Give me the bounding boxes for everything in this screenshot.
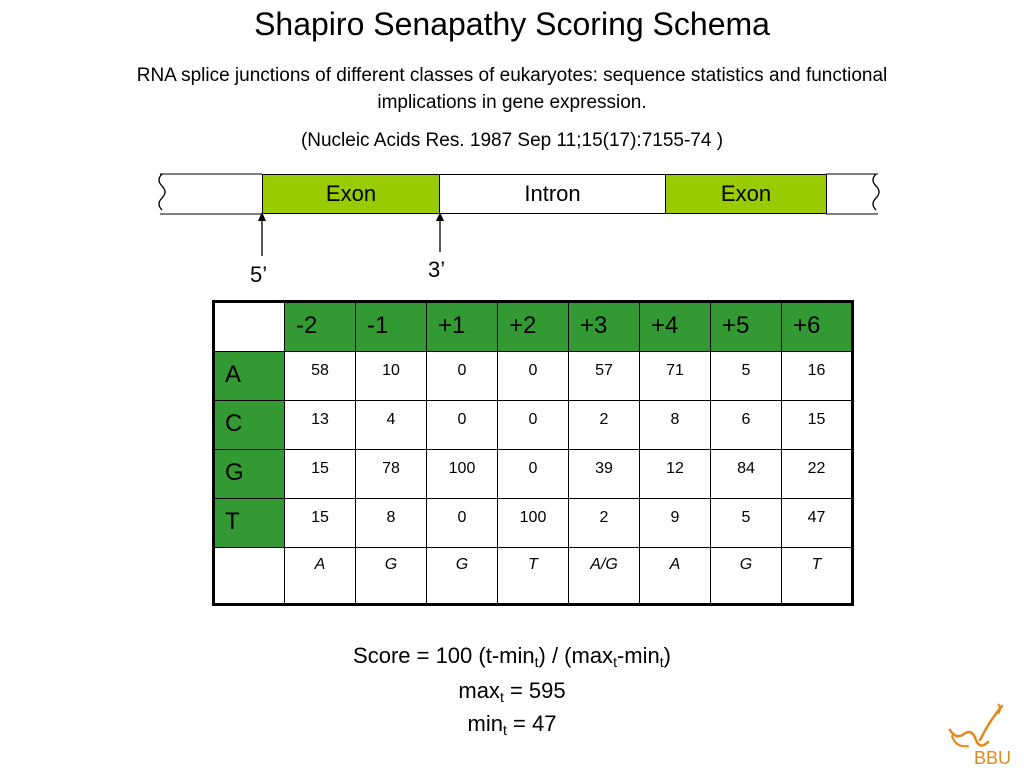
- bbu-logo-icon: [940, 700, 1020, 768]
- table-cell: 100: [498, 499, 569, 548]
- table-cell: 57: [569, 352, 640, 401]
- right-break-icon: [873, 174, 879, 210]
- table-header-row: [214, 302, 853, 352]
- formula-text: max: [458, 678, 500, 703]
- base-label: A: [214, 352, 285, 401]
- table-cell: 0: [427, 352, 498, 401]
- table-row: [214, 352, 853, 401]
- label-5-prime: 5’: [250, 262, 268, 287]
- table-cell: 6: [711, 401, 782, 450]
- formula-subscript: t: [534, 654, 539, 670]
- consensus-cell: G: [427, 548, 498, 605]
- table-cell: 13: [285, 401, 356, 450]
- position-header: +1: [427, 302, 498, 352]
- table-cell: 4: [356, 401, 427, 450]
- table-cell: 84: [711, 450, 782, 499]
- formula-text: ): [663, 643, 671, 668]
- consensus-cell: G: [356, 548, 427, 605]
- table-cell: 58: [285, 352, 356, 401]
- formula-subscript: t: [613, 654, 617, 670]
- table-cell: 0: [427, 499, 498, 548]
- formula-text: = 595: [503, 678, 566, 703]
- table-cell: 16: [782, 352, 853, 401]
- citation: (Nucleic Acids Res. 1987 Sep 11;15(17):7155-74 ): [300, 130, 724, 151]
- table-cell: 2: [569, 401, 640, 450]
- corner-cell: [214, 302, 285, 352]
- table-cell: 10: [356, 352, 427, 401]
- table-cell: 0: [498, 352, 569, 401]
- table-cell: 39: [569, 450, 640, 499]
- table-cell: 15: [285, 499, 356, 548]
- formula-subscript: t: [499, 689, 504, 705]
- max-formula: [0, 678, 1024, 704]
- formula-subscript: t: [503, 722, 507, 738]
- formula-text: -min: [616, 643, 660, 668]
- formula-text: = 47: [506, 711, 557, 736]
- base-label: T: [214, 499, 285, 548]
- base-label: G: [214, 450, 285, 499]
- table-row: [214, 499, 853, 548]
- formula-subscript: t: [659, 654, 664, 670]
- label-3-prime: 3’: [428, 257, 446, 282]
- consensus-cell: A: [285, 548, 356, 605]
- table-cell: 15: [285, 450, 356, 499]
- position-header: +5: [711, 302, 782, 352]
- formula-text: min: [467, 711, 503, 736]
- exon-2: Exon: [665, 174, 827, 214]
- intron: Intron: [439, 174, 666, 214]
- formula-text: Score = 100 (t-min: [353, 643, 535, 668]
- empty-cell: [214, 548, 285, 605]
- exon-1: Exon: [262, 174, 440, 214]
- table-cell: 71: [640, 352, 711, 401]
- table-cell: 5: [711, 499, 782, 548]
- table-cell: 9: [640, 499, 711, 548]
- table-cell: 8: [356, 499, 427, 548]
- left-break-icon: [159, 174, 165, 210]
- position-header: -1: [356, 302, 427, 352]
- position-weight-matrix: [212, 300, 854, 606]
- consensus-cell: A/G: [569, 548, 640, 605]
- bbu-logo-graphic: [940, 700, 1020, 768]
- consensus-cell: G: [711, 548, 782, 605]
- table-cell: 78: [356, 450, 427, 499]
- table-cell: 5: [711, 352, 782, 401]
- paper-title: RNA splice junctions of different classes of eukaryotes: sequence statistics and functional implications in gene expression.: [136, 65, 888, 113]
- consensus-cell: T: [498, 548, 569, 605]
- min-formula: [0, 711, 1024, 737]
- table-cell: 100: [427, 450, 498, 499]
- table-cell: 2: [569, 499, 640, 548]
- table-cell: 22: [782, 450, 853, 499]
- gene-structure-diagram: [150, 168, 890, 288]
- table-cell: 15: [782, 401, 853, 450]
- position-header: +2: [498, 302, 569, 352]
- table-cell: 0: [498, 401, 569, 450]
- table-cell: 8: [640, 401, 711, 450]
- table-cell: 12: [640, 450, 711, 499]
- position-header: +3: [569, 302, 640, 352]
- consensus-cell: A: [640, 548, 711, 605]
- position-header: +6: [782, 302, 853, 352]
- table-row: [214, 401, 853, 450]
- table-cell: 47: [782, 499, 853, 548]
- table-row: [214, 450, 853, 499]
- table-cell: 0: [498, 450, 569, 499]
- position-header: +4: [640, 302, 711, 352]
- table-cell: 0: [427, 401, 498, 450]
- base-label: C: [214, 401, 285, 450]
- consensus-cell: T: [782, 548, 853, 605]
- page-title: Shapiro Senapathy Scoring Schema: [254, 6, 770, 42]
- logo-text: BBU: [974, 748, 1012, 768]
- formula-text: ) / (max: [538, 643, 614, 668]
- score-formula: [0, 643, 1024, 669]
- consensus-row: [214, 548, 853, 605]
- position-header: -2: [285, 302, 356, 352]
